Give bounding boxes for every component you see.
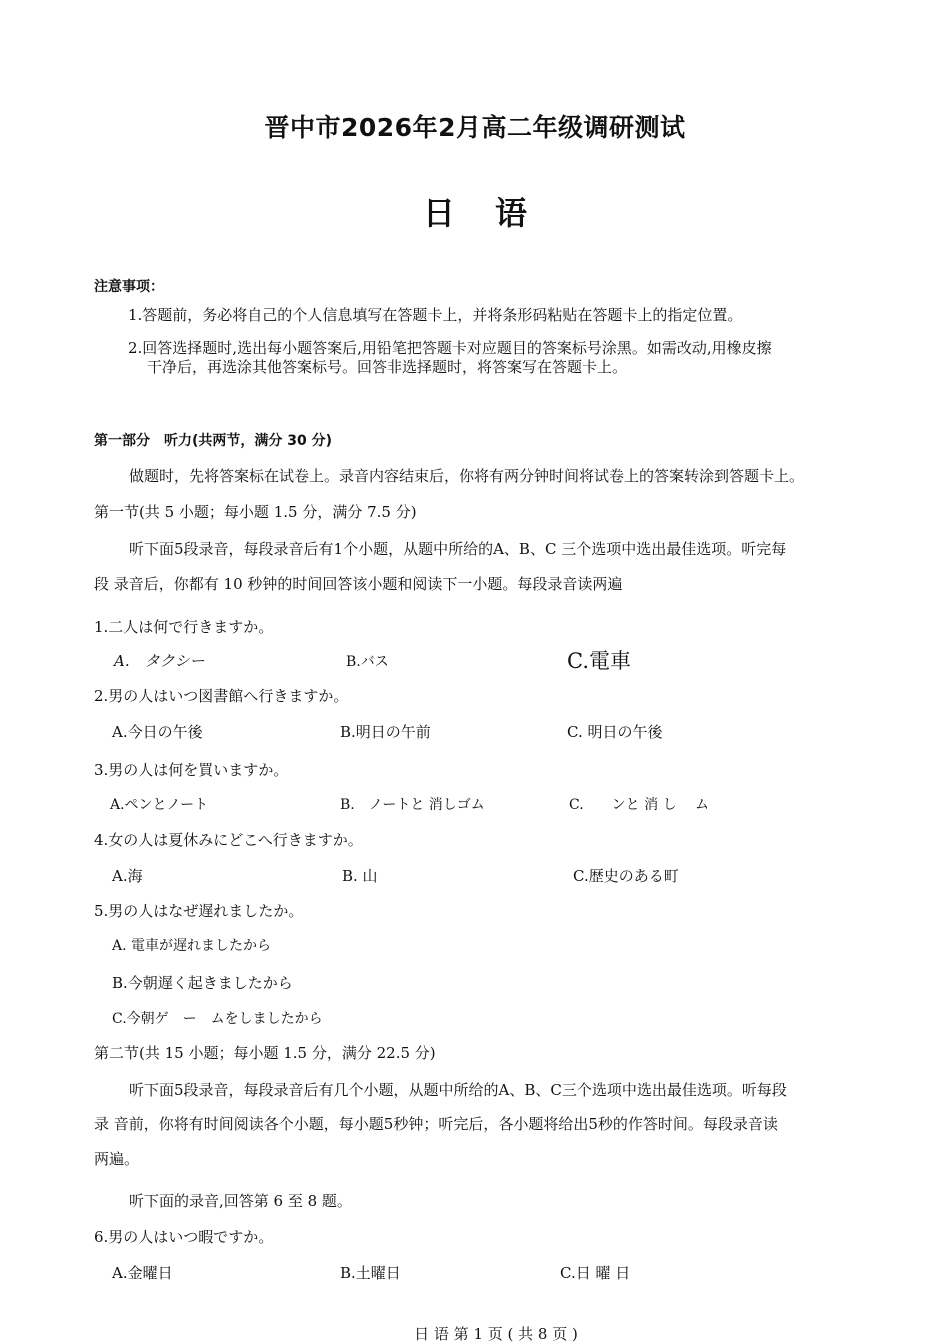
part1-intro: 做题时，先将答案标在试卷上。录音内容结束后，你将有两分钟时间将试卷上的答案转涂到答题卡上。 bbox=[129, 467, 805, 485]
question-3-option-c: C. ンと 消 し ム bbox=[569, 797, 710, 813]
question-6-option-a: A.金曜日 bbox=[112, 1264, 173, 1282]
section1-instruction-line-2: 段 录音后，你都有 10 秒钟的时间回答该小题和阅读下一小题。每段录音读两遍 bbox=[94, 575, 623, 593]
page-footer: 日 语 第 1 页 ( 共 8 页 ) bbox=[414, 1325, 578, 1343]
question-3-option-a: A.ペンとノート bbox=[110, 797, 209, 813]
notice-item-2-line-1: 2.回答选择题时,选出每小题答案后,用铅笔把答题卡对应题目的答案标号涂黑。如需改动,用橡皮擦 bbox=[128, 339, 772, 357]
question-4-option-a: A.海 bbox=[112, 867, 143, 885]
question-5-option-a: A. 電車が遅れましたから bbox=[112, 938, 272, 954]
question-4-option-b: B. 山 bbox=[342, 867, 378, 885]
section1-heading: 第一节(共 5 小题；每小题 1.5 分，满分 7.5 分) bbox=[94, 503, 417, 521]
subject-title: 日语 bbox=[422, 194, 567, 232]
question-5-option-c: C.今朝ゲ ー ムをしましたから bbox=[112, 1011, 323, 1027]
question-6-text: 6.男の人はいつ暇ですか。 bbox=[94, 1228, 274, 1246]
question-2-text: 2.男の人はいつ図書館へ行きますか。 bbox=[94, 687, 349, 705]
question-5-option-b: B.今朝遅く起きましたから bbox=[112, 974, 293, 992]
question-1-option-c: C.電車 bbox=[567, 649, 631, 673]
question-2-option-b: B.明日の午前 bbox=[340, 723, 431, 741]
section2-sub-instruction: 听下面的录音,回答第 6 至 8 题。 bbox=[129, 1192, 352, 1210]
section1-instruction-line-1: 听下面5段录音，每段录音后有1个小题，从题中所给的A、B、C 三个选项中选出最佳选项。听完每 bbox=[129, 540, 787, 558]
question-4-option-c: C.歴史のある町 bbox=[573, 867, 679, 885]
question-6-option-b: B.土曜日 bbox=[340, 1264, 401, 1282]
section2-instruction-line-2: 录 音前，你将有时间阅读各个小题，每小题5秒钟；听完后，各小题将给出5秒的作答时间。每段录音读 bbox=[94, 1115, 778, 1133]
page-title: 晋中市2026年2月高二年级调研测试 bbox=[264, 113, 686, 142]
question-2-option-c: C. 明日の午後 bbox=[567, 723, 663, 741]
question-1-option-a: A. タクシー bbox=[114, 652, 205, 670]
part1-heading: 第一部分 听力(共两节，满分 30 分) bbox=[94, 433, 333, 449]
section2-instruction-line-1: 听下面5段录音，每段录音后有几个小题，从题中所给的A、B、C三个选项中选出最佳选项。听每段 bbox=[129, 1081, 787, 1099]
section2-instruction-line-3: 两遍。 bbox=[94, 1150, 140, 1168]
notice-item-1: 1.答题前，务必将自己的个人信息填写在答题卡上，并将条形码粘贴在答题卡上的指定位置。 bbox=[128, 306, 743, 324]
question-1-text: 1.二人は何で行きますか。 bbox=[94, 618, 274, 636]
question-1-option-b: B.バス bbox=[346, 654, 389, 670]
question-2-option-a: A.今日の午後 bbox=[112, 723, 203, 741]
question-3-text: 3.男の人は何を買いますか。 bbox=[94, 761, 289, 779]
question-3-option-b: B. ノートと 消しゴム bbox=[340, 797, 485, 813]
question-4-text: 4.女の人は夏休みにどこへ行きますか。 bbox=[94, 831, 363, 849]
section2-heading: 第二节(共 15 小题；每小题 1.5 分，满分 22.5 分) bbox=[94, 1044, 436, 1062]
question-6-option-c: C.日 曜 日 bbox=[560, 1264, 631, 1282]
notice-heading: 注意事项： bbox=[94, 279, 164, 295]
question-5-text: 5.男の人はなぜ遅れましたか。 bbox=[94, 902, 304, 920]
notice-item-2-line-2: 干净后，再选涂其他答案标号。回答非选择题时，将答案写在答题卡上。 bbox=[147, 358, 628, 376]
